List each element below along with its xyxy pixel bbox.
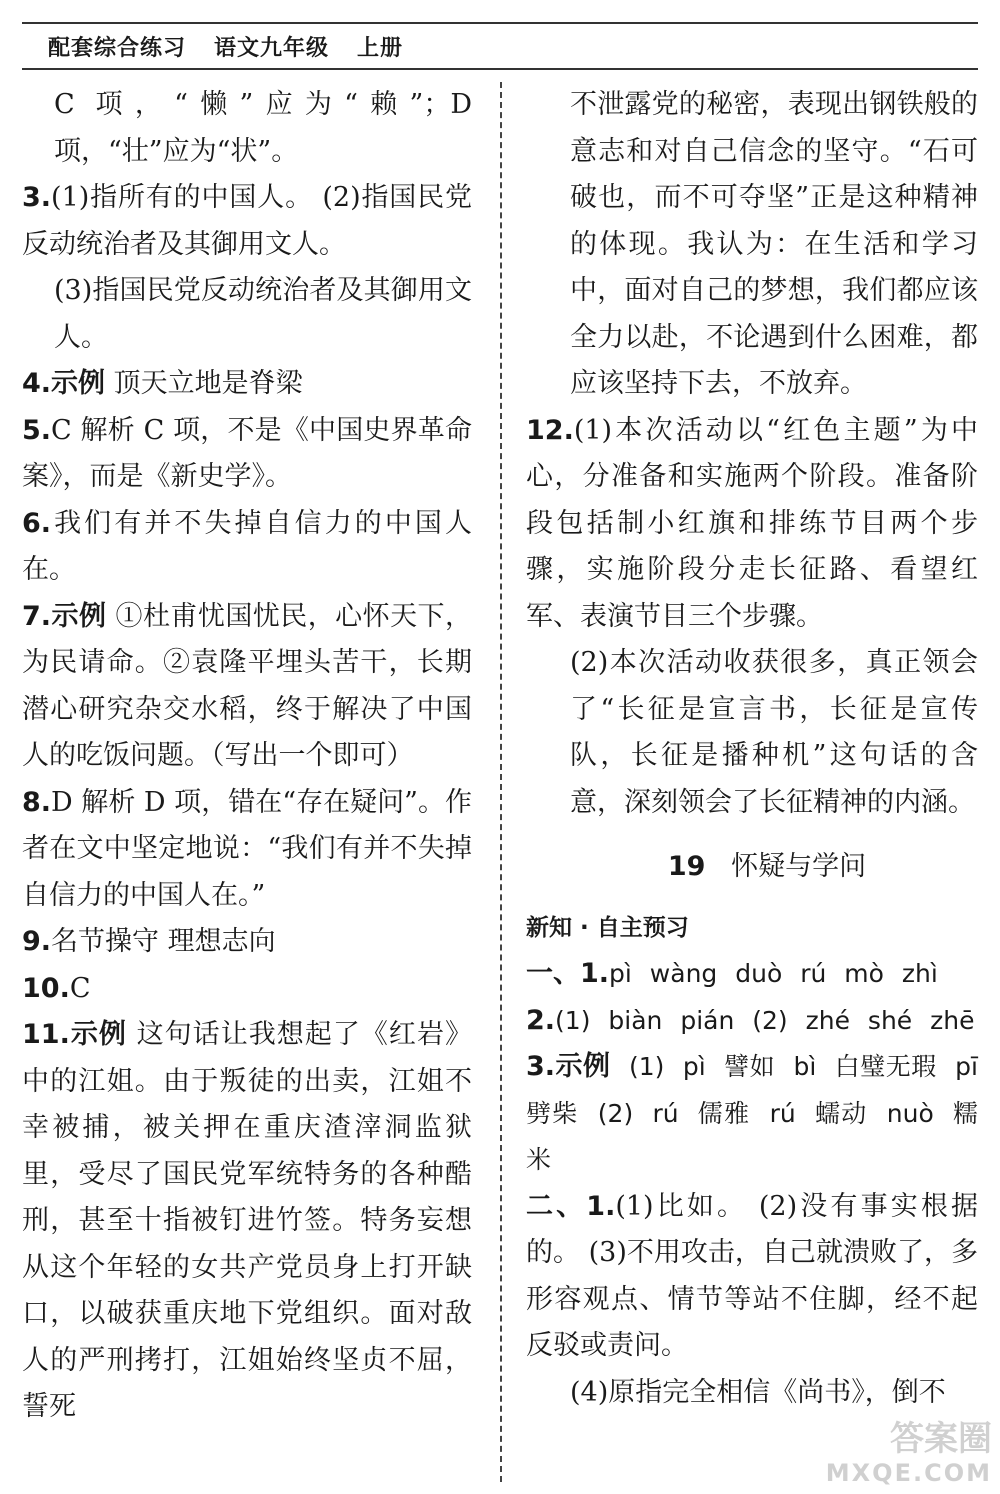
answer-item: 11.示例 这句话让我想起了《红岩》中的江姐。由于叛徒的出卖，江姐不幸被捕，被关押在重庆渣滓洞监狱里，受尽了国民党军统特务的各种酷刑，甚至十指被钉进竹签。特务妄想从这个年轻的女共产党员身上打开缺口，以破获重庆地下党组织。面对敌人的严刑拷打，江姐始终坚贞不屈，誓死 xyxy=(22,1019,473,1422)
answer-item: 3.示例 (1) pì 譬如 bì 白璧无瑕 pī 劈柴 (2) rú 儒雅 rú 蠕动 nuò 糯米 xyxy=(526,1051,978,1174)
book-title: 配套综合练习 xyxy=(48,35,187,61)
answer-item: (2)本次活动收获很多，真正领会了“长征是宣言书，长征是宣传队，长征是播种机”这句话的含意，深刻领会了长征精神的内涵。 xyxy=(570,647,978,818)
answer-item: (4)原指完全相信《尚书》，倒不 xyxy=(570,1376,946,1408)
answer-item: 4.示例 顶天立地是脊梁 xyxy=(22,368,303,399)
column-divider xyxy=(500,82,502,1482)
answer-item: 9.名节操守 理想志向 xyxy=(22,926,276,957)
section-title: 19 怀疑与学问 xyxy=(667,851,867,882)
page-header xyxy=(22,22,978,70)
subsection-heading: 新知 · 自主预习 xyxy=(526,914,689,941)
answer-item: 2.(1) biàn pián (2) zhé shé zhē xyxy=(526,1004,975,1036)
right-column xyxy=(526,82,978,1416)
answer-item: C 项，“懒”应为“赖”；D 项，“壮”应为“状”。 xyxy=(54,89,472,167)
volume-title: 上册 xyxy=(357,35,404,61)
answer-item: 一、1.pì wàng duò rú mò zhì xyxy=(526,958,938,989)
left-column xyxy=(22,82,472,1431)
answer-item: 3.(1)指所有的中国人。 (2)指国民党反动统治者及其御用文人。 xyxy=(22,182,472,260)
answer-item: 12.(1)本次活动以“红色主题”为中心，分准备和实施两个阶段。准备阶段包括制小红旗和排练节目两个步骤，实施阶段分走长征路、看望红军、表演节目三个步骤。 xyxy=(526,414,978,632)
subject-title: 语文九年级 xyxy=(214,35,330,61)
answer-continuation: 不泄露党的秘密，表现出钢铁般的意志和对自己信念的坚守。“石可破也，而不可夺坚”正是这种精神的体现。我认为：在生活和学习中，面对自己的梦想，我们都应该全力以赴，不论遇到什么困难，都应该坚持下去，不放弃。 xyxy=(570,89,978,399)
answer-item: 二、1.(1)比如。 (2)没有事实根据的。 (3)不用攻击，自己就溃败了，多形容观点、情节等站不住脚，经不起反驳或责问。 xyxy=(526,1190,979,1361)
answer-item: 7.示例 ①杜甫忧国忧民，心怀天下，为民请命。②袁隆平埋头苦干，长期潜心研究杂交水稻，终于解决了中国人的吃饭问题。（写出一个即可） xyxy=(22,600,472,771)
answer-item: 10.C xyxy=(22,972,91,1004)
answer-item: 6.我们有并不失掉自信力的中国人在。 xyxy=(22,507,472,585)
answer-item: (3)指国民党反动统治者及其御用文人。 xyxy=(54,275,472,353)
answer-item: 5.C 解析 C 项，不是《中国史界革命案》，而是《新史学》。 xyxy=(22,414,472,492)
answer-item: 8.D 解析 D 项，错在“存在疑问”。作者在文中坚定地说：“我们有并不失掉自信力的中国人在。” xyxy=(22,786,472,911)
watermark-logo: 答案圈 MXQE.COM xyxy=(825,1419,992,1487)
